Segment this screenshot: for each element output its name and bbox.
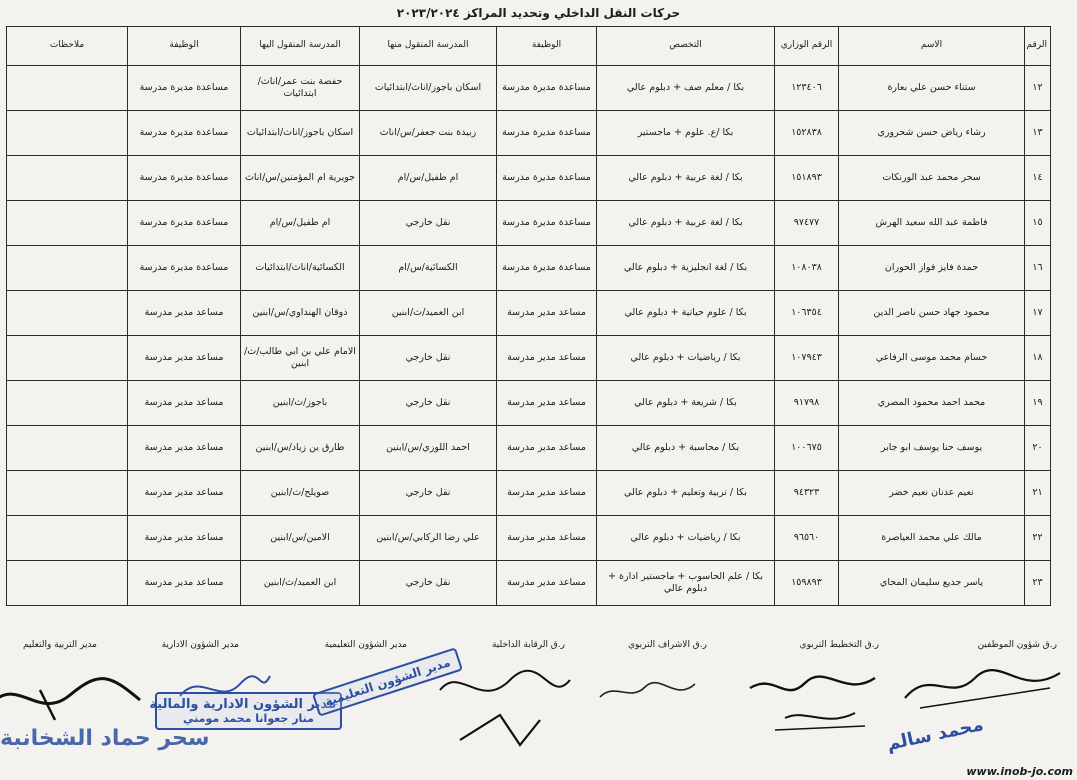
cell-from: احمد اللوزي/س/ابنين [360, 426, 497, 471]
sig-title-admin-affairs: مدير الشؤون الادارية [161, 640, 239, 650]
cell-job: مساعد مدير مدرسة [497, 471, 597, 516]
cell-num: ٢٠ [1025, 426, 1051, 471]
cell-to: جويرية ام المؤمنين/س/اناث [241, 156, 360, 201]
cell-notes [7, 201, 128, 246]
cell-to: ذوقان الهنداوي/س/ابنين [241, 291, 360, 336]
cell-notes [7, 336, 128, 381]
sig-title-internal-control: ر.ق الرقابة الداخلية [491, 640, 565, 650]
cell-job2: مساعد مدير مدرسة [128, 381, 241, 426]
cell-num: ٢٣ [1025, 561, 1051, 606]
stamp-admin-name: منار جعوانا محمد مومني [183, 712, 314, 725]
cell-notes [7, 246, 128, 291]
cell-notes [7, 156, 128, 201]
cell-job2: مساعد مدير مدرسة [128, 426, 241, 471]
cell-job: مساعد مدير مدرسة [497, 291, 597, 336]
cell-notes [7, 516, 128, 561]
stamp-director-name: سحر حماد الشخانبة [0, 726, 210, 751]
cell-num: ١٦ [1025, 246, 1051, 291]
table-row [7, 201, 1051, 246]
cell-notes [7, 471, 128, 516]
header-notes: ملاحظات [7, 27, 128, 66]
cell-job: مساعدة مديرة مدرسة [497, 201, 597, 246]
sig-title-director: مدير التربية والتعليم [22, 640, 97, 650]
cell-num: ١٥ [1025, 201, 1051, 246]
cell-name: يوسف حنا يوسف ابو جابر [839, 426, 1025, 471]
cell-job2: مساعد مدير مدرسة [128, 336, 241, 381]
header-specialization: التخصص [597, 27, 775, 66]
cell-name: فاطمة عبد الله سعيد الهرش [839, 201, 1025, 246]
cell-name: محمود جهاد حسن ناصر الدين [839, 291, 1025, 336]
cell-num: ٢١ [1025, 471, 1051, 516]
cell-spec: بكا / لغة انجليزية + دبلوم عالي [597, 246, 775, 291]
cell-name: ياسر جديع سليمان المحاي [839, 561, 1025, 606]
signature-hr [900, 658, 1070, 718]
stamp-admin-title: مدير الشؤون الادارية والمالية [149, 697, 336, 712]
header-job: الوظيفة [497, 27, 597, 66]
sig-title-planning: ر.ق التخطيط التربوي [799, 640, 879, 650]
cell-num: ١٤ [1025, 156, 1051, 201]
cell-from: علي رضا الركابي/س/ابنين [360, 516, 497, 561]
cell-from: نقل خارجي [360, 201, 497, 246]
cell-ministry-no: ٩٦٥٦٠ [775, 516, 839, 561]
cell-job2: مساعدة مديرة مدرسة [128, 156, 241, 201]
cell-num: ٢٢ [1025, 516, 1051, 561]
table-row [7, 516, 1051, 561]
cell-from: اسكان باجوز/اناث/ابتدائيات [360, 66, 497, 111]
cell-notes [7, 561, 128, 606]
cell-to: ام طفيل/س/ام [241, 201, 360, 246]
cell-ministry-no: ١٠٧٩٤٣ [775, 336, 839, 381]
cell-to: ابن العميد/ث/ابنين [241, 561, 360, 606]
cell-job: مساعدة مديرة مدرسة [497, 111, 597, 156]
cell-num: ١٩ [1025, 381, 1051, 426]
cell-job: مساعدة مديرة مدرسة [497, 66, 597, 111]
cell-spec: بكا / علوم حياتية + دبلوم عالي [597, 291, 775, 336]
cell-from: زبيدة بنت جعفر/س/اناث [360, 111, 497, 156]
cell-ministry-no: ١٥٢٨٣٨ [775, 111, 839, 156]
cell-notes [7, 381, 128, 426]
cell-name: ستناء حسن علي بعارة [839, 66, 1025, 111]
table-row [7, 426, 1051, 471]
cell-num: ١٧ [1025, 291, 1051, 336]
cell-to: صويلح/ث/ابنين [241, 471, 360, 516]
cell-notes [7, 66, 128, 111]
sig-title-education-affairs: مدير الشؤون التعليمية [324, 640, 407, 650]
cell-to: الامام علي بن ابي طالب/ث/ابنين [241, 336, 360, 381]
cell-ministry-no: ٩٤٣٢٣ [775, 471, 839, 516]
cell-job2: مساعد مدير مدرسة [128, 561, 241, 606]
cell-job: مساعد مدير مدرسة [497, 336, 597, 381]
cell-job2: مساعد مدير مدرسة [128, 516, 241, 561]
cell-spec: بكا / رياضيات + دبلوم عالي [597, 516, 775, 561]
cell-from: ابن العميد/ث/ابنين [360, 291, 497, 336]
header-from-school: المدرسة المنقول منها [360, 27, 497, 66]
table-row [7, 471, 1051, 516]
cell-name: سحر محمد عبد الورنكات [839, 156, 1025, 201]
cell-name: حسام محمد موسى الرفاعي [839, 336, 1025, 381]
cell-from: الكسائية/س/ام [360, 246, 497, 291]
cell-from: نقل خارجي [360, 561, 497, 606]
signature-supervision [595, 672, 705, 712]
cell-from: نقل خارجي [360, 381, 497, 426]
cell-job: مساعدة مديرة مدرسة [497, 156, 597, 201]
table-header-row [7, 27, 1051, 66]
signature-area [0, 630, 1077, 780]
cell-to: باجوز/ث/ابنين [241, 381, 360, 426]
cell-ministry-no: ١٥١٨٩٣ [775, 156, 839, 201]
header-to-school: المدرسة المنقول اليها [241, 27, 360, 66]
cell-name: حمدة فايز فواز الحوران [839, 246, 1025, 291]
cell-to: الامين/س/ابنين [241, 516, 360, 561]
signature-planning [745, 668, 885, 738]
cell-from: نقل خارجي [360, 471, 497, 516]
cell-to: اسكان باجوز/اناث/ابتدائيات [241, 111, 360, 156]
cell-job: مساعدة مديرة مدرسة [497, 246, 597, 291]
cell-spec: بكا / معلم صف + دبلوم عالي [597, 66, 775, 111]
cell-num: ١٢ [1025, 66, 1051, 111]
sig-title-hr: ر.ق شؤون الموظفين [977, 640, 1057, 650]
transfers-table [6, 26, 1051, 606]
cell-notes [7, 426, 128, 471]
header-ministry-no: الرقم الوزاري [775, 27, 839, 66]
table-row [7, 66, 1051, 111]
cell-from: نقل خارجي [360, 336, 497, 381]
cell-spec: بكا / لغة عربية + دبلوم عالي [597, 201, 775, 246]
table-body [7, 66, 1051, 606]
cell-name: رشاء رياض حسن شحروري [839, 111, 1025, 156]
table-row [7, 156, 1051, 201]
cell-ministry-no: ١٠٨٠٣٨ [775, 246, 839, 291]
table-row [7, 291, 1051, 336]
cell-spec: بكا / تربية وتعليم + دبلوم عالي [597, 471, 775, 516]
table-row [7, 381, 1051, 426]
cell-num: ١٣ [1025, 111, 1051, 156]
cell-ministry-no: ٩١٧٩٨ [775, 381, 839, 426]
table-row [7, 561, 1051, 606]
cell-spec: بكا / علم الحاسوب + ماجستير ادارة + دبلوم عالي [597, 561, 775, 606]
cell-spec: بكا / شريعة + دبلوم عالي [597, 381, 775, 426]
header-job-new: الوظيفة [128, 27, 241, 66]
cell-ministry-no: ١٥٩٨٩٣ [775, 561, 839, 606]
cell-name: نعيم عدنان نعيم خضر [839, 471, 1025, 516]
header-name: الاسم [839, 27, 1025, 66]
cell-name: محمد احمد محمود المصري [839, 381, 1025, 426]
page-title: حركات النقل الداخلي وتحديد المراكز ٢٠٢٣/٢٠٢٤ [396, 6, 681, 20]
cell-job: مساعد مدير مدرسة [497, 516, 597, 561]
table-row [7, 111, 1051, 156]
cell-spec: بكا / محاسبة + دبلوم عالي [597, 426, 775, 471]
cell-to: حفصة بنت عمر/اناث/ابتدائيات [241, 66, 360, 111]
stamp-hr-name: محمد سالم [884, 714, 986, 755]
cell-job2: مساعدة مديرة مدرسة [128, 201, 241, 246]
cell-notes [7, 291, 128, 336]
cell-job2: مساعد مدير مدرسة [128, 471, 241, 516]
table-row [7, 246, 1051, 291]
cell-job: مساعد مدير مدرسة [497, 381, 597, 426]
cell-spec: بكا / لغة عربية + دبلوم عالي [597, 156, 775, 201]
table-row [7, 336, 1051, 381]
cell-num: ١٨ [1025, 336, 1051, 381]
cell-spec: بكا /ع. علوم + ماجستير [597, 111, 775, 156]
cell-ministry-no: ١٠٠٦٧٥ [775, 426, 839, 471]
cell-ministry-no: ١٠٦٣٥٤ [775, 291, 839, 336]
cell-from: ام طفيل/س/ام [360, 156, 497, 201]
cell-ministry-no: ٩٧٤٧٧ [775, 201, 839, 246]
cell-to: الكسائية/اناث/ابتدائيات [241, 246, 360, 291]
cell-notes [7, 111, 128, 156]
cell-job2: مساعد مدير مدرسة [128, 291, 241, 336]
cell-job2: مساعدة مديرة مدرسة [128, 66, 241, 111]
cell-name: مالك علي محمد العياصرة [839, 516, 1025, 561]
header-num: الرقم [1025, 27, 1051, 66]
cell-job: مساعد مدير مدرسة [497, 426, 597, 471]
watermark: www.inob-jo.com [966, 765, 1073, 778]
cell-job2: مساعدة مديرة مدرسة [128, 246, 241, 291]
cell-ministry-no: ١٢٣٤٠٦ [775, 66, 839, 111]
cell-job2: مساعدة مديرة مدرسة [128, 111, 241, 156]
cell-to: طارق بن زياد/س/ابنين [241, 426, 360, 471]
stamp-education-title: مدير الشؤون التعليمية [323, 655, 453, 709]
cell-job: مساعد مدير مدرسة [497, 561, 597, 606]
sig-title-supervision: ر.ق الاشراف التربوي [627, 640, 707, 650]
cell-spec: بكا / رياضيات + دبلوم عالي [597, 336, 775, 381]
